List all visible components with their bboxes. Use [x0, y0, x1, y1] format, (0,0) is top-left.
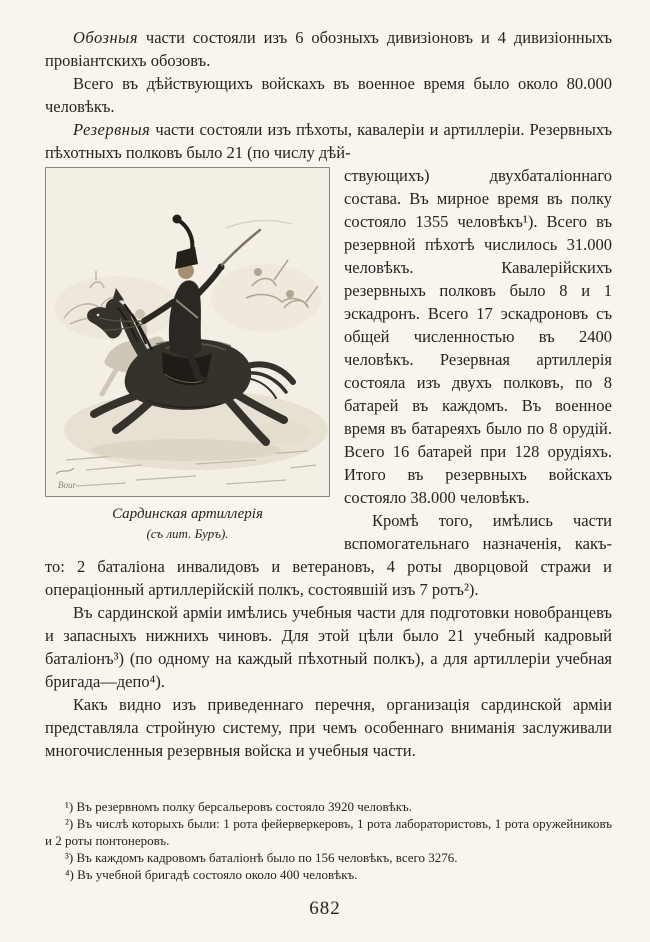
footnote-1: ¹) Въ резервномъ полку берсальеровъ состояло 3920 человѣкъ.	[65, 799, 413, 814]
footnotes	[45, 798, 612, 883]
paragraph-lead-word: Обозныя	[73, 28, 138, 47]
paragraph-auxiliary-units: Кромѣ того, имѣлись части вспомогательнаго назначенія, какъ-то: 2 баталіона инвалидовъ и ветерановъ, 4 роты дворцовой стражи и операціонный артиллерійскій полкъ, состоявшій изъ 7 ротъ²).	[45, 511, 612, 599]
paragraph-lead-word: Резервныя	[73, 120, 151, 139]
cavalry-illustration	[46, 168, 329, 496]
caption-credit: (съ лит. Буръ).	[146, 525, 229, 541]
page-number: 682	[309, 898, 341, 919]
illustration-figure	[45, 167, 330, 542]
paragraph-reserve-continued: ствующихъ) двухбаталіоннаго состава. Въ мирное время въ полку состояло 1355 человѣкъ¹). Всего въ резервной пѣхотѣ числилось 31.000 человѣкъ. Кавалерійскихъ резервныхъ полковъ было 8 и 1 эскадронъ. Всего 17 эскадроновъ съ общей численностью въ 2400 человѣкъ. Резервная артиллерія состояла изъ двухъ полковъ, по 8 батарей въ каждомъ. Въ военное время въ батареяхъ было по 8 орудій. Всего 16 батарей при 128 орудіяхъ. Итого въ резервныхъ войскахъ состояло 38.000 человѣкъ.	[344, 166, 612, 507]
illustration-frame	[45, 167, 330, 497]
paragraph-conclusion: Какъ видно изъ приведеннаго перечня, организація сардинской арміи представляла стройную систему, при чемъ особеннаго вниманія заслуживали многочисленныя резервныя войска и учебныя части.	[45, 695, 612, 760]
footnote-2: ²) Въ числѣ которыхъ были: 1 рота фейерверкеровъ, 1 рота лаборатористовъ, 1 рота оружейниковъ и 2 роты понтонеровъ.	[45, 816, 612, 848]
illustration-caption	[45, 505, 330, 542]
paragraph-body-text: части состояли изъ 6 обозныхъ дивизіоновъ и 4 дивизіонныхъ провіантскихъ обозовъ.	[45, 28, 612, 70]
paragraph-total-strength: Всего въ дѣйствующихъ войскахъ въ военное время было около 80.000 человѣкъ.	[45, 74, 612, 116]
caption-title: Сардинская артиллерія	[112, 506, 263, 522]
footnote-4: ⁴) Въ учебной бригадѣ состояло около 400 человѣкъ.	[65, 867, 358, 882]
paragraph-body-text: части состояли изъ пѣхоты, кавалеріи и артиллеріи. Резервныхъ пѣхотныхъ полковъ было 21 (по числу дѣй-	[45, 120, 612, 162]
paragraph-reserve-intro	[45, 118, 612, 164]
artist-signature: Bour	[58, 480, 76, 490]
footnote-3: ³) Въ каждомъ кадровомъ баталіонѣ было по 156 человѣкъ, всего 3276.	[65, 850, 458, 865]
image-text-wrap	[45, 164, 612, 762]
horse-shadow	[91, 439, 281, 461]
paragraph-training-units: Въ сардинской арміи имѣлись учебныя части для подготовки новобранцевъ и запасныхъ нижнихъ чиновъ. Для этой цѣли было 21 учебный кадровый баталіонъ³) (по одному на каждый пѣхотный полкъ), а для артиллеріи учебная бригада—депо⁴).	[45, 603, 612, 691]
page-text	[45, 26, 612, 762]
paragraph-oboznyia	[45, 26, 612, 72]
